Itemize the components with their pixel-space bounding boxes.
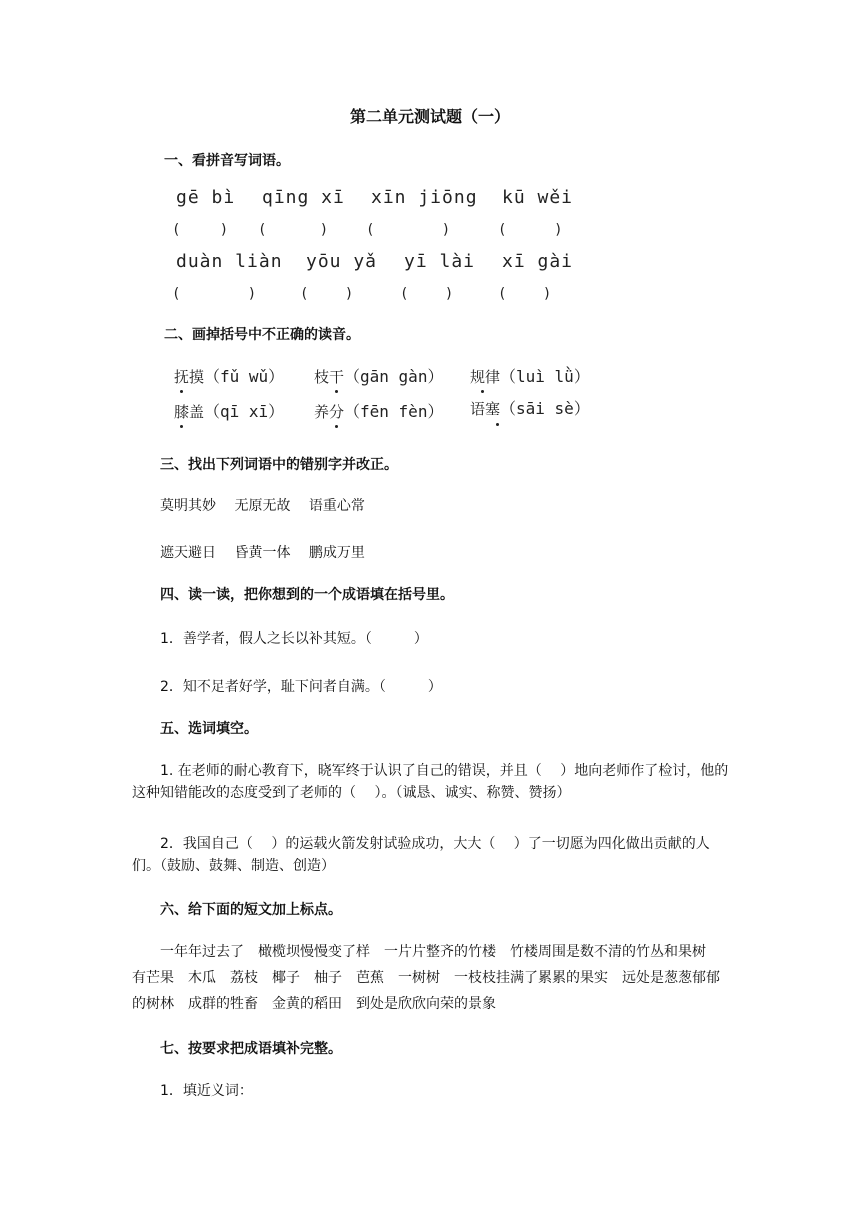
section-5-heading: 五、选词填空。 [160,721,258,737]
pinyin-options: （fǔ wǔ） [204,367,285,386]
answer-blank: ( ) [400,286,454,302]
pinyin-7: yī lài [404,251,476,272]
reading-item-2 [314,364,443,387]
pinyin-4: kū wěi [502,187,574,208]
reading-item-4 [174,399,284,422]
section-7-heading: 七、按要求把成语填补完整。 [160,1041,342,1057]
emphasis-dot [180,390,183,393]
pinyin-options: （fēn fèn） [344,402,444,421]
answer-blank: ( ) [172,222,229,238]
reading-item-3 [470,364,590,387]
pinyin-5: duàn liàn [176,251,283,272]
answer-blank: ( ) [300,286,354,302]
punctuation-passage: 一年年过去了 橄榄坝慢慢变了样 一片片整齐的竹楼 竹楼周围是数不清的竹丛和果树 有芒果 木瓜 荔枝 椰子 柚子 芭蕉 一树树 一枝枝挂满了累累的果实 远处是葱葱郁郁的树林 成群的牲畜 金黄的稻田 到处是欣欣向荣的景象 [132,944,720,1012]
answer-blank: ( ) [258,222,329,238]
word: 枝干 [314,368,345,386]
answer-blank: ( ) [498,286,552,302]
section-4-heading: 四、读一读，把你想到的一个成语填在括号里。 [160,587,454,603]
pinyin-6: yōu yǎ [306,251,378,272]
word: 抚摸 [174,368,205,386]
instruction-1: 1．填近义词： [160,1083,253,1099]
word: 语塞 [470,400,501,418]
emphasis-dot [180,425,183,428]
pinyin-2: qīng xī [262,187,345,208]
emphasis-dot [481,390,484,393]
fill-question-1: 1. 在老师的耐心教育下，晓军终于认识了自己的错误，并且（ ）地向老师作了检讨，他的这种知错能改的态度受到了老师的（ ）。（诚恳、诚实、称赞、赞扬） [132,763,729,801]
pinyin-options: （gān gàn） [344,367,444,386]
page-title: 第二单元测试题（一） [349,107,510,126]
section-2-heading: 二、画掉括号中不正确的读音。 [164,327,360,343]
fill-question-2: 2．我国自己（ ）的运载火箭发射试验成功，大大（ ）了一切愿为四化做出贡献的人们。（鼓励、鼓舞、制造、创造） [132,836,710,874]
emphasis-dot [335,425,338,428]
pinyin-options: （luì lǜ） [500,367,590,386]
emphasis-dot [335,390,338,393]
pinyin-3: xīn jiōng [371,187,478,208]
reading-item-1 [174,364,284,387]
word-line-2: 遮天避日 昏黄一体 鹏成万里 [160,545,365,561]
pinyin-options: （qī xī） [204,402,285,421]
reading-item-5 [314,399,443,422]
answer-blank: ( ) [366,222,451,238]
word: 规律 [470,368,501,386]
question-2: 2．知不足者好学，耻下问者自满。（ ） [160,679,442,695]
pinyin-1: gē bì [176,187,236,208]
word: 养分 [314,403,345,421]
word-line-1: 莫明其妙 无原无故 语重心常 [160,498,365,514]
question-1: 1．善学者，假人之长以补其短。（ ） [160,631,428,647]
answer-blank: ( ) [498,222,563,238]
emphasis-dot [496,423,499,426]
word: 膝盖 [174,403,205,421]
pinyin-8: xī gài [502,251,574,272]
reading-item-6 [470,396,590,419]
section-6-heading: 六、给下面的短文加上标点。 [160,902,342,918]
section-1-heading: 一、看拼音写词语。 [164,153,290,169]
answer-blank: ( ) [172,286,257,302]
section-3-heading: 三、找出下列词语中的错别字并改正。 [160,457,398,473]
pinyin-options: （sāi sè） [500,399,590,418]
